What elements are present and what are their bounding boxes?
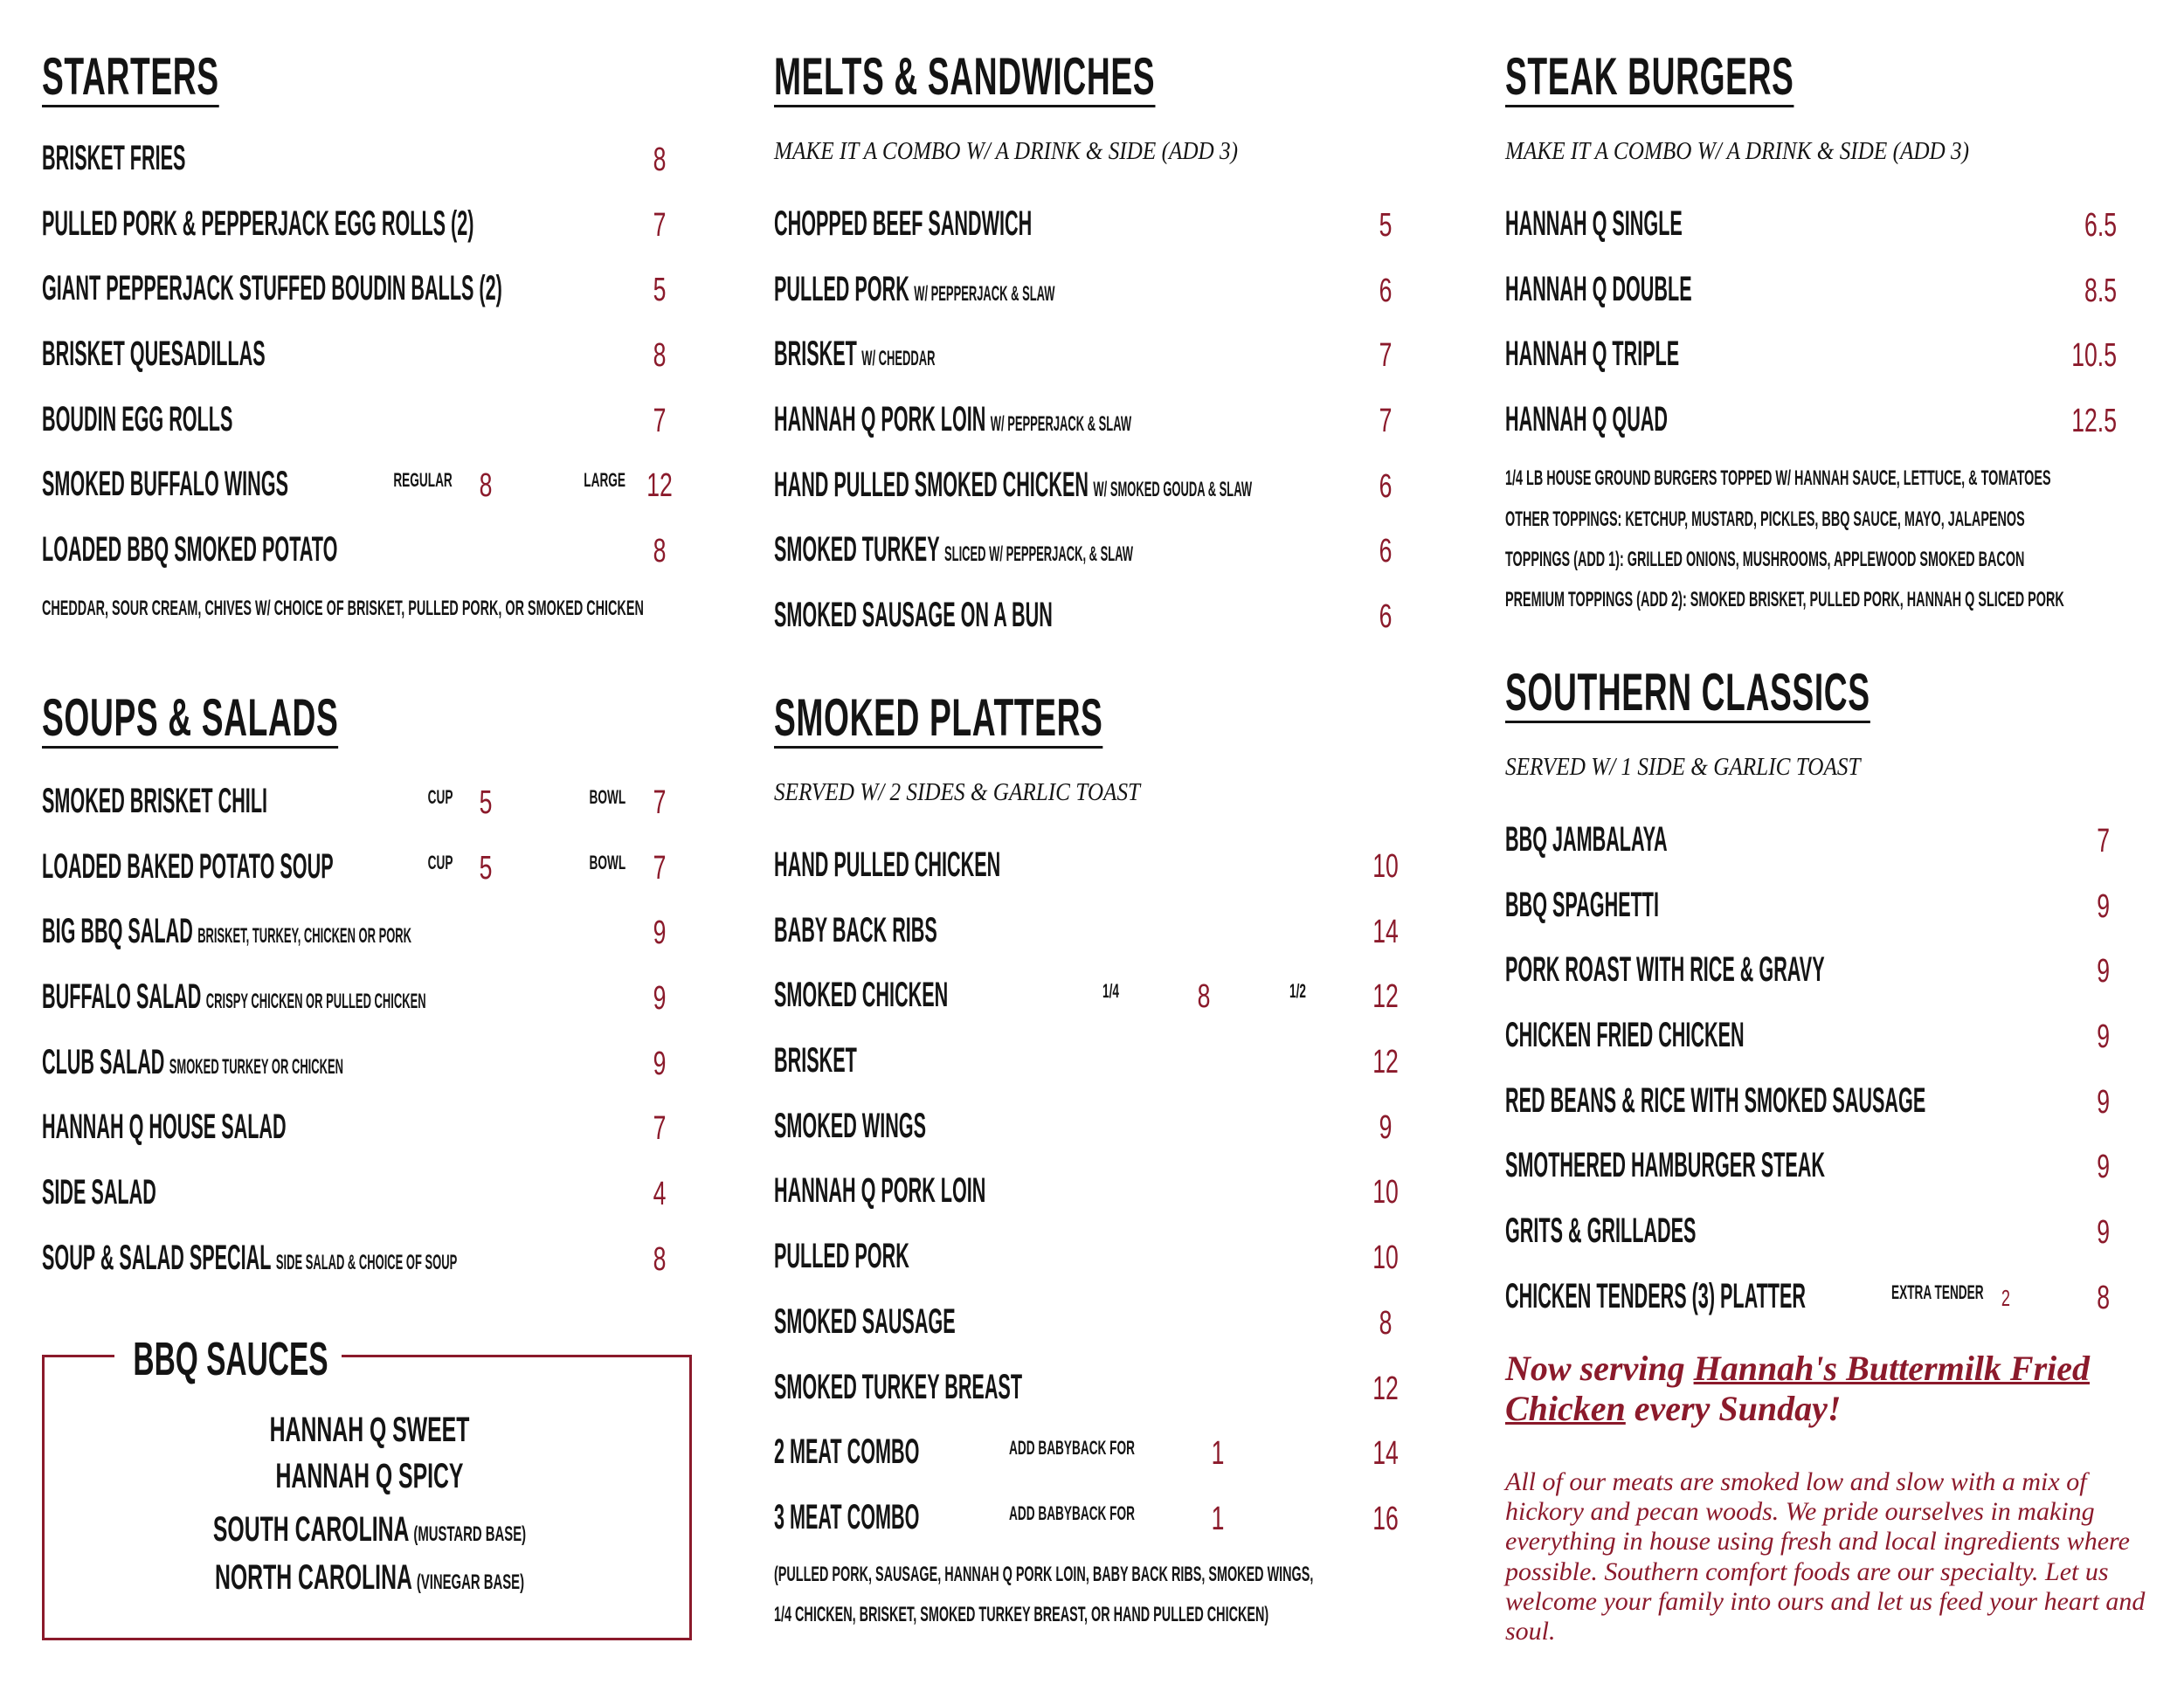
menu-item-name: PULLED PORK & PEPPERJACK EGG ROLLS (2) xyxy=(42,204,474,243)
menu-item-text xyxy=(774,1289,956,1363)
menu-item-name: GIANT PEPPERJACK STUFFED BOUDIN BALLS (2) xyxy=(42,269,502,308)
menu-item-description: SIDE SALAD & CHOICE OF SOUP xyxy=(275,1250,458,1274)
menu-item-text xyxy=(774,191,1032,265)
menu-item-text xyxy=(774,257,1055,330)
burger-detail: OTHER TOPPINGS: KETCHUP, MUSTARD, PICKLES, BBQ SAUCE, MAYO, JALAPENOS xyxy=(1505,507,2025,531)
menu-item-text xyxy=(1505,387,1668,460)
menu-item-price: 9 xyxy=(653,1045,667,1082)
menu-item-price: 10 xyxy=(1372,1239,1399,1277)
option-price: 8 xyxy=(1197,978,1211,1016)
menu-item-name: SMOKED TURKEY BREAST xyxy=(774,1367,1023,1406)
menu-item-price: 6 xyxy=(1379,272,1393,309)
menu-item xyxy=(774,1224,1438,1289)
menu-item-price: 5 xyxy=(1379,207,1393,244)
menu-item xyxy=(42,321,706,387)
option-label: CUP xyxy=(427,851,453,873)
menu-item xyxy=(1505,873,2169,938)
menu-item xyxy=(1505,387,2169,452)
menu-item-name: GRITS & GRILLADES xyxy=(1505,1211,1697,1251)
menu-item-name: BBQ JAMBALAYA xyxy=(1505,820,1668,859)
menu-item-price: 9 xyxy=(2097,1149,2110,1186)
menu-item-text xyxy=(42,191,473,265)
menu-item-price: 6.5 xyxy=(2084,207,2117,244)
burger-detail: TOPPINGS (ADD 1): GRILLED ONIONS, MUSHROOMS, APPLEWOOD SMOKED BACON xyxy=(1505,548,2025,571)
menu-item-text xyxy=(1505,191,1683,265)
column-right xyxy=(1505,0,2169,1698)
menu-item xyxy=(42,1160,706,1225)
burgers-list xyxy=(1505,191,2169,452)
menu-item-price: 9 xyxy=(653,915,667,952)
sauce-base: (MUSTARD BASE) xyxy=(413,1522,527,1546)
menu-item-price: 12 xyxy=(1372,978,1399,1016)
menu-item-text xyxy=(1505,937,1825,1011)
menu-item-text xyxy=(42,1030,343,1103)
soups-salads-list xyxy=(42,769,706,1291)
menu-item-name: SMOKED WINGS xyxy=(774,1106,927,1145)
menu-item-text xyxy=(42,387,232,460)
menu-item-text xyxy=(1505,1068,1925,1142)
menu-item-text xyxy=(774,1094,926,1167)
menu-item-price: 7 xyxy=(653,206,667,244)
menu-item-name: HANNAH Q DOUBLE xyxy=(1505,269,1692,308)
menu-item-name: CLUB SALAD xyxy=(42,1042,165,1081)
platters-list xyxy=(774,832,1438,1550)
menu-item xyxy=(1505,1198,2169,1264)
menu-item-name: HANNAH Q QUAD xyxy=(1505,400,1668,439)
option-label: REGULAR xyxy=(393,469,453,492)
menu-item xyxy=(1505,257,2169,322)
menu-item-text xyxy=(774,387,1131,460)
menu-item-text xyxy=(774,898,937,971)
menu-item-name: PULLED PORK xyxy=(774,1237,909,1276)
menu-item-text xyxy=(774,517,1133,590)
menu-item-description: W/ CHEDDAR xyxy=(861,347,936,371)
menu-item-name: HAND PULLED SMOKED CHICKEN xyxy=(774,465,1089,504)
menu-item xyxy=(774,387,1438,452)
menu-item-text xyxy=(42,517,337,590)
menu-item xyxy=(774,257,1438,322)
menu-item-text xyxy=(1505,1198,1696,1272)
menu-item-description: W/ PEPPERJACK & SLAW xyxy=(990,412,1132,437)
menu-item-price: 7 xyxy=(2097,823,2110,859)
menu-item-price: 12 xyxy=(1372,1370,1399,1407)
menu-item-description: SMOKED TURKEY OR CHICKEN xyxy=(169,1054,344,1079)
menu-item xyxy=(42,191,706,257)
promo-highlight: Hannah's Buttermilk Fried Chicken xyxy=(1505,1349,2091,1428)
melts-combo-note: MAKE IT A COMBO W/ A DRINK & SIDE (ADD 3) xyxy=(774,138,1239,165)
menu-item-text xyxy=(774,1158,985,1232)
southern-note: SERVED W/ 1 SIDE & GARLIC TOAST xyxy=(1505,754,1861,781)
menu-item-name: BOUDIN EGG ROLLS xyxy=(42,399,233,438)
menu-item-description: W/ PEPPERJACK & SLAW xyxy=(914,281,1055,306)
starters-note: CHEDDAR, SOUR CREAM, CHIVES W/ CHOICE OF BRISKET, PULLED PORK, OR SMOKED CHICKEN xyxy=(42,597,644,620)
menu-item-price: 7 xyxy=(1379,403,1393,440)
option-label: EXTRA TENDER xyxy=(1891,1280,1984,1303)
sauce-name: NORTH CAROLINA xyxy=(214,1558,412,1597)
sauce-item xyxy=(276,1457,464,1496)
menu-item xyxy=(1505,1264,2169,1329)
menu-item-name: SMOKED SAUSAGE ON A BUN xyxy=(774,596,1053,635)
price-size-label: BOWL xyxy=(589,851,625,873)
menu-item-price: 4 xyxy=(653,1176,667,1213)
melts-list xyxy=(774,191,1438,648)
menu-item xyxy=(774,191,1438,257)
menu-item-text xyxy=(42,964,426,1038)
menu-item-name: 3 MEAT COMBO xyxy=(774,1497,920,1536)
menu-item xyxy=(774,583,1438,648)
menu-item xyxy=(42,256,706,321)
menu-item-price: 8 xyxy=(653,533,667,570)
menu-item-description: BRISKET, TURKEY, CHICKEN OR PORK xyxy=(197,924,412,949)
menu-item xyxy=(42,834,706,900)
menu-item-price: 9 xyxy=(2097,1214,2110,1252)
menu-item xyxy=(774,1419,1438,1485)
about-paragraph: All of our meats are smoked low and slow with a mix of hickory and pecan woods. We pride ourselves in making everything in house using fresh and local ingredients where possible. Southern comfort foods are our specialty. Let us welcome your family into ours and let us feed your heart and soul. xyxy=(1505,1467,2146,1646)
menu-item-name: HANNAH Q PORK LOIN xyxy=(774,1171,986,1211)
option-price: 1 xyxy=(1211,1435,1225,1473)
menu-item xyxy=(1505,807,2169,873)
sauce-item xyxy=(215,1558,524,1598)
option-label: ADD BABYBACK FOR xyxy=(1009,1501,1135,1524)
price-size-label: 1/2 xyxy=(1289,980,1306,1003)
southern-list xyxy=(1505,807,2169,1329)
promo-suffix: every Sunday! xyxy=(1625,1389,1842,1428)
menu-item-name: HANNAH Q TRIPLE xyxy=(1505,335,1680,374)
menu-item-name: HANNAH Q PORK LOIN xyxy=(774,400,986,439)
menu-item-name: BUFFALO SALAD xyxy=(42,977,202,1017)
menu-item-text xyxy=(42,769,267,842)
menu-item-price: 8 xyxy=(1379,1304,1393,1342)
menu-item-text xyxy=(774,452,1252,526)
option-price: 1 xyxy=(1211,1500,1225,1537)
sauce-name: HANNAH Q SWEET xyxy=(269,1411,470,1449)
menu-item xyxy=(774,517,1438,583)
menu-item-name: PORK ROAST WITH RICE & GRAVY xyxy=(1505,950,1825,990)
sauce-base: (VINEGAR BASE) xyxy=(416,1570,525,1594)
menu-item-text xyxy=(774,1224,909,1297)
menu-item xyxy=(1505,1068,2169,1134)
menu-item xyxy=(42,1030,706,1095)
box-divider xyxy=(342,1355,689,1357)
menu-item-text xyxy=(1505,321,1679,395)
bbq-sauces-title: BBQ SAUCES xyxy=(133,1333,328,1385)
menu-item-text xyxy=(42,256,502,329)
menu-item-text xyxy=(42,899,411,972)
menu-item xyxy=(42,126,706,191)
menu-item xyxy=(774,1289,1438,1355)
option-price: 8 xyxy=(479,467,493,505)
section-title-smoked-platters: SMOKED PLATTERS xyxy=(774,688,1103,747)
option-price: 5 xyxy=(479,849,493,887)
menu-item-price: 12 xyxy=(1372,1044,1399,1081)
menu-item-price: 7 xyxy=(653,1110,667,1148)
menu-item-price: 8 xyxy=(653,142,667,178)
menu-item-price: 10.5 xyxy=(2071,337,2117,375)
menu-item-name: SMOKED CHICKEN xyxy=(774,976,949,1015)
price-size-label: LARGE xyxy=(584,469,625,492)
menu-item-description: CRISPY CHICKEN OR PULLED CHICKEN xyxy=(205,990,426,1014)
menu-item-name: BIG BBQ SALAD xyxy=(42,912,193,951)
menu-item-price: 6 xyxy=(1379,533,1393,570)
menu-item xyxy=(774,321,1438,387)
menu-item xyxy=(1505,191,2169,257)
column-middle xyxy=(774,0,1438,1698)
menu-item xyxy=(774,1485,1438,1550)
menu-item-name: SMOKED TURKEY xyxy=(774,530,940,569)
menu-item-text xyxy=(42,1160,156,1233)
menu-item-text xyxy=(1505,1003,1745,1076)
menu-item xyxy=(774,963,1438,1028)
menu-item xyxy=(42,1094,706,1160)
menu-item-price: 7 xyxy=(1379,337,1393,375)
menu-item-text xyxy=(1505,1264,1806,1337)
menu-item xyxy=(42,1225,706,1291)
menu-item-price: 12.5 xyxy=(2071,403,2117,440)
menu-item-price: 14 xyxy=(1372,1435,1399,1473)
burger-detail: PREMIUM TOPPINGS (ADD 2): SMOKED BRISKET, PULLED PORK, HANNAH Q SLICED PORK xyxy=(1505,588,2064,611)
box-divider xyxy=(45,1355,114,1357)
option-price: 2 xyxy=(2001,1284,2011,1311)
menu-item-name: HANNAH Q HOUSE SALAD xyxy=(42,1108,287,1147)
promo-prefix: Now serving xyxy=(1505,1349,1694,1388)
menu-item-name: SMOKED BRISKET CHILI xyxy=(42,782,268,820)
menu-item-price: 9 xyxy=(2097,1018,2110,1056)
menu-item-text xyxy=(1505,257,1692,330)
menu-item-name: BRISKET QUESADILLAS xyxy=(42,335,266,374)
option-label: ADD BABYBACK FOR xyxy=(1009,1437,1135,1460)
menu-item-text xyxy=(774,321,935,395)
menu-item-name: CHOPPED BEEF SANDWICH xyxy=(774,204,1033,243)
menu-item-name: SOUP & SALAD SPECIAL xyxy=(42,1238,272,1277)
starters-list xyxy=(42,126,706,583)
menu-item xyxy=(774,1028,1438,1094)
menu-item-price: 5 xyxy=(653,272,667,309)
sauce-name: HANNAH Q SPICY xyxy=(275,1457,464,1495)
menu-item-description: W/ SMOKED GOUDA & SLAW xyxy=(1093,477,1253,501)
menu-item xyxy=(1505,937,2169,1003)
menu-item-price: 9 xyxy=(2097,887,2110,925)
menu-item-name: RED BEANS & RICE WITH SMOKED SAUSAGE xyxy=(1505,1080,1926,1120)
menu-item-name: BABY BACK RIBS xyxy=(774,910,937,949)
menu-item-price: 9 xyxy=(2097,1083,2110,1121)
menu-item-name: 2 MEAT COMBO xyxy=(774,1432,920,1472)
menu-item-text xyxy=(774,583,1053,656)
menu-item-name: CHICKEN TENDERS (3) PLATTER xyxy=(1505,1276,1807,1315)
menu-item-price: 9 xyxy=(653,980,667,1018)
sunday-promo xyxy=(1505,1349,2169,1429)
menu-item-price: 7 xyxy=(653,784,667,821)
menu-item xyxy=(42,452,706,517)
burger-detail: 1/4 LB HOUSE GROUND BURGERS TOPPED W/ HANNAH SAUCE, LETTUCE, & TOMATOES xyxy=(1505,466,2051,490)
menu-item-name: SIDE SALAD xyxy=(42,1173,156,1212)
section-title-starters: STARTERS xyxy=(42,47,219,106)
menu-item-price: 9 xyxy=(2097,953,2110,990)
sauce-item xyxy=(213,1510,526,1550)
menu-item-price: 12 xyxy=(646,467,673,505)
menu-item-text xyxy=(774,1419,919,1493)
section-title-soups-salads: SOUPS & SALADS xyxy=(42,688,339,747)
menu-item xyxy=(774,1094,1438,1159)
menu-item-price: 10 xyxy=(1372,1174,1399,1211)
menu-item-text xyxy=(774,832,1000,906)
menu-item-price: 8.5 xyxy=(2084,272,2117,309)
menu-item-price: 6 xyxy=(1379,467,1393,505)
option-label: CUP xyxy=(427,786,453,808)
menu-item-name: LOADED BBQ SMOKED POTATO xyxy=(42,530,338,569)
menu-item-price: 6 xyxy=(1379,598,1393,636)
menu-item xyxy=(774,1158,1438,1224)
menu-item-price: 9 xyxy=(1379,1108,1393,1146)
menu-item-name: BRISKET xyxy=(774,1041,857,1080)
price-size-label: BOWL xyxy=(589,786,625,808)
menu-item-text xyxy=(1505,807,1668,880)
section-title-melts-sandwiches: MELTS & SANDWICHES xyxy=(774,47,1156,106)
menu-item-name: CHICKEN FRIED CHICKEN xyxy=(1505,1016,1745,1055)
menu-item-text xyxy=(42,321,266,395)
bbq-sauces-box xyxy=(42,1333,692,1640)
menu-item xyxy=(1505,321,2169,387)
burgers-combo-note: MAKE IT A COMBO W/ A DRINK & SIDE (ADD 3) xyxy=(1505,138,1970,165)
menu-item-price: 8 xyxy=(653,1240,667,1278)
menu-item-name: LOADED BAKED POTATO SOUP xyxy=(42,846,334,886)
menu-item-text xyxy=(42,834,334,908)
menu-item xyxy=(1505,1003,2169,1068)
menu-item-name: SMOTHERED HAMBURGER STEAK xyxy=(1505,1146,1826,1185)
menu-item-price: 8 xyxy=(653,337,667,375)
menu-item-price: 14 xyxy=(1372,913,1399,950)
menu-item xyxy=(774,452,1438,518)
sauce-name: SOUTH CAROLINA xyxy=(212,1510,410,1549)
menu-item-price: 16 xyxy=(1372,1500,1399,1537)
section-title-steak-burgers: STEAK BURGERS xyxy=(1505,47,1794,106)
menu-item-price: 7 xyxy=(653,402,667,439)
menu-item xyxy=(42,769,706,834)
option-price: 5 xyxy=(479,784,493,821)
sauce-item xyxy=(270,1411,470,1450)
platters-footnote-line: 1/4 CHICKEN, BRISKET, SMOKED TURKEY BREAST, OR HAND PULLED CHICKEN) xyxy=(774,1603,1269,1626)
menu-item-text xyxy=(42,1094,287,1168)
menu-item xyxy=(774,1355,1438,1420)
menu-item-name: HAND PULLED CHICKEN xyxy=(774,846,1001,884)
menu-item-name: BRISKET FRIES xyxy=(42,139,186,177)
menu-item xyxy=(774,898,1438,963)
menu-item-text xyxy=(42,126,185,199)
menu-item-name: SMOKED SAUSAGE xyxy=(774,1301,956,1341)
menu-item-name: HANNAH Q SINGLE xyxy=(1505,204,1683,243)
menu-item-price: 7 xyxy=(653,849,667,887)
menu-item-text xyxy=(42,452,288,525)
menu-item-text xyxy=(774,963,948,1036)
menu-item xyxy=(774,832,1438,898)
menu-item-name: BRISKET xyxy=(774,335,857,374)
menu-item xyxy=(42,964,706,1030)
menu-item-text xyxy=(42,1225,457,1299)
menu-item-text xyxy=(774,1485,919,1558)
menu-item-price: 8 xyxy=(2097,1279,2110,1316)
menu-item-text xyxy=(1505,873,1659,946)
menu-item xyxy=(1505,1133,2169,1198)
menu-item-name: BBQ SPAGHETTI xyxy=(1505,885,1660,924)
menu-item-text xyxy=(774,1355,1022,1428)
menu-item-text xyxy=(774,1028,857,1101)
column-left xyxy=(42,0,706,1698)
menu-item-name: SMOKED BUFFALO WINGS xyxy=(42,465,288,504)
platters-note: SERVED W/ 2 SIDES & GARLIC TOAST xyxy=(774,779,1141,806)
menu-item-text xyxy=(1505,1133,1825,1206)
option-label: 1/4 xyxy=(1102,980,1119,1003)
menu-item-description: SLICED W/ PEPPERJACK, & SLAW xyxy=(944,542,1134,567)
platters-footnote-line: (PULLED PORK, SAUSAGE, HANNAH Q PORK LOIN, BABY BACK RIBS, SMOKED WINGS, xyxy=(774,1563,1314,1586)
menu-item xyxy=(42,517,706,583)
menu-item xyxy=(42,387,706,452)
menu-item-name: PULLED PORK xyxy=(774,269,909,308)
menu-item-price: 10 xyxy=(1372,848,1399,885)
section-title-southern-classics: SOUTHERN CLASSICS xyxy=(1505,663,1870,721)
menu-item xyxy=(42,899,706,964)
